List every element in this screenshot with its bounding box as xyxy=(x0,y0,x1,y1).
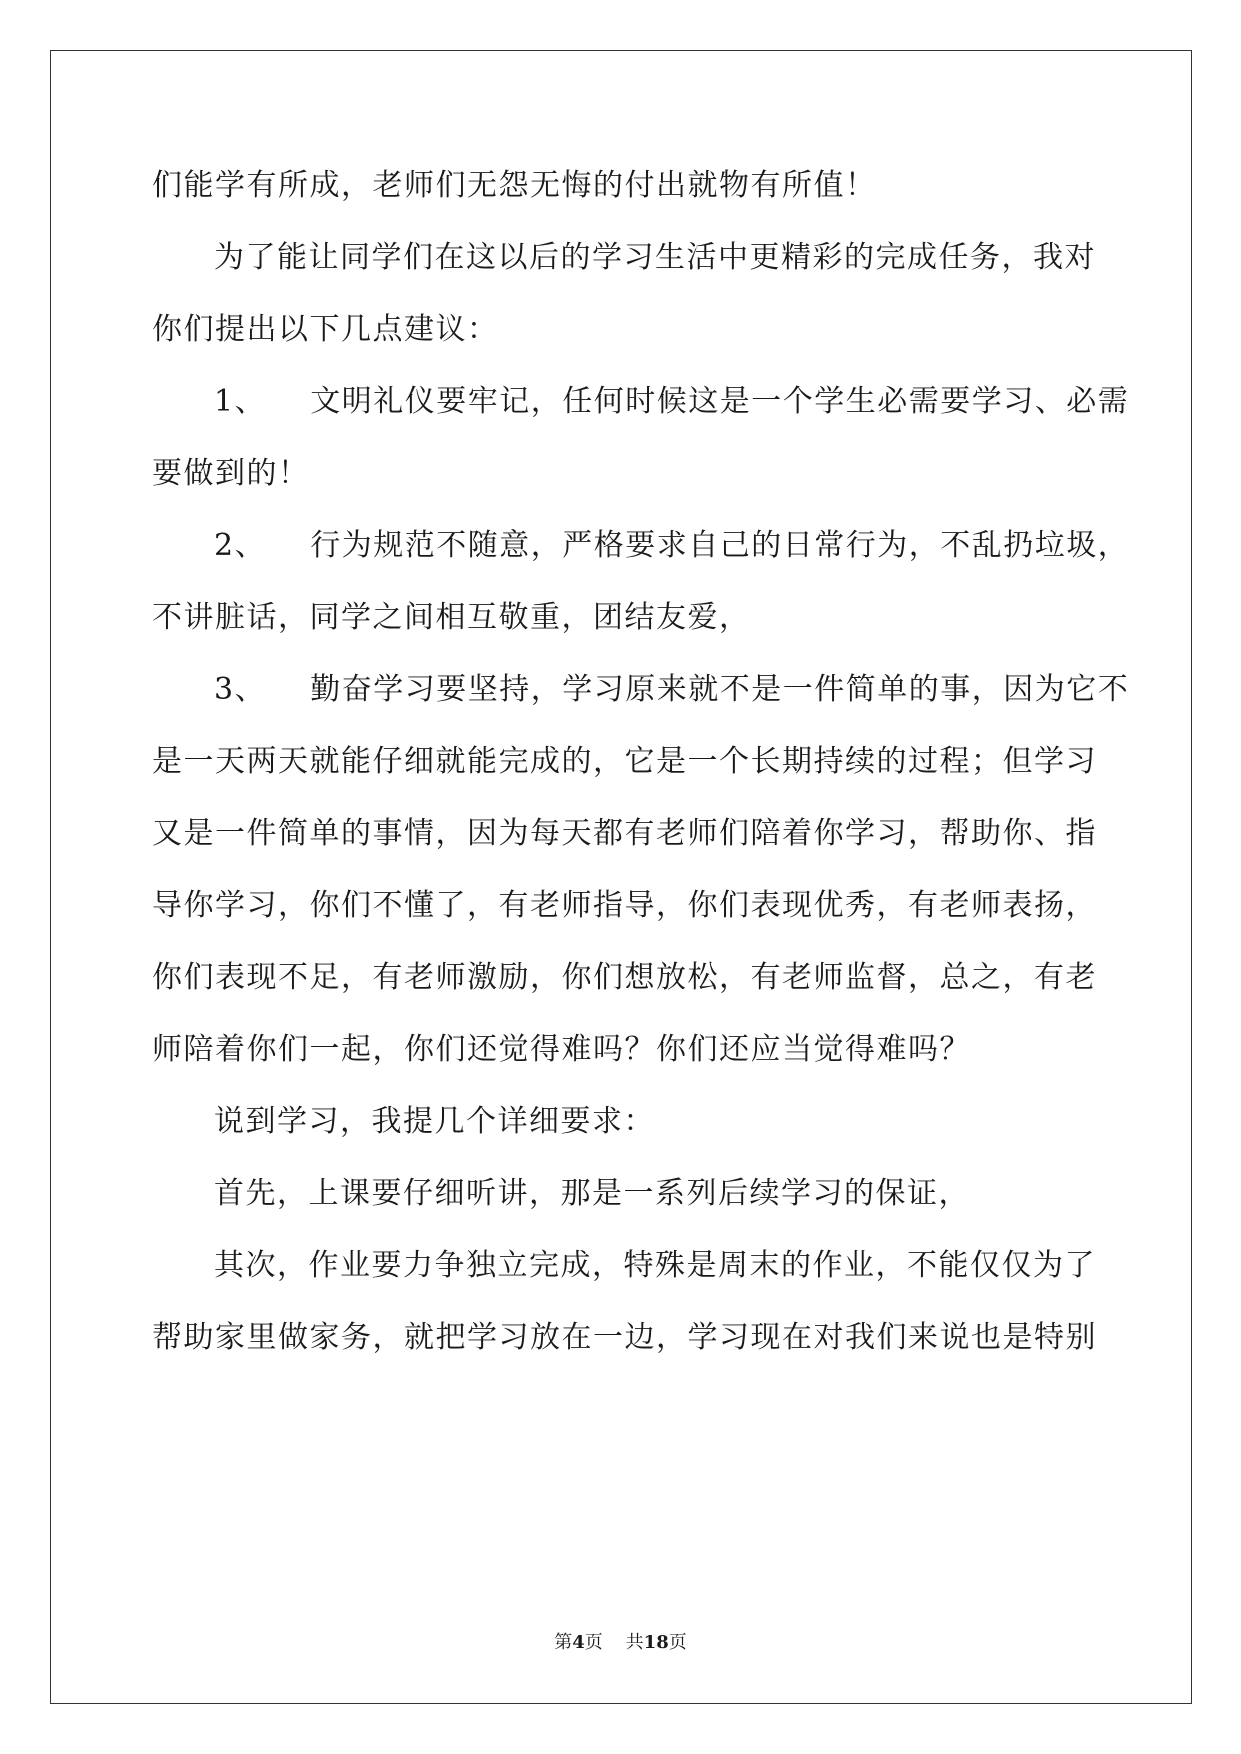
text-line: 其次，作业要力争独立完成，特殊是周末的作业，不能仅仅为了 xyxy=(214,1248,1096,1283)
list-item-3: 3、 勤奋学习要坚持，学习原来就不是一件简单的事，因为它不 xyxy=(214,672,1130,707)
text-line: 首先，上课要仔细听讲，那是一系列后续学习的保证， xyxy=(214,1176,970,1211)
current-page-number: 4 xyxy=(572,1632,585,1653)
footer-total-suffix: 页 xyxy=(668,1632,687,1653)
text-line: 你们表现不足，有老师激励，你们想放松，有老师监督，总之，有老 xyxy=(152,960,1097,995)
total-pages-number: 18 xyxy=(643,1632,669,1653)
text-line: 师陪着你们一起，你们还觉得难吗？你们还应当觉得难吗？ xyxy=(152,1032,971,1067)
text-line: 不讲脏话，同学之间相互敬重，团结友爱， xyxy=(152,600,751,635)
footer-prefix: 第 xyxy=(554,1632,573,1653)
list-item-1: 1、 文明礼仪要牢记，任何时候这是一个学生必需要学习、必需 xyxy=(214,384,1130,419)
text-line: 们能学有所成，老师们无怨无悔的付出就物有所值！ xyxy=(152,168,877,203)
list-item-2: 2、 行为规范不随意，严格要求自己的日常行为，不乱扔垃圾， xyxy=(214,528,1130,563)
page-frame xyxy=(50,50,1192,1704)
text-line: 又是一件简单的事情，因为每天都有老师们陪着你学习，帮助你、指 xyxy=(152,816,1097,851)
text-line: 导你学习，你们不懂了，有老师指导，你们表现优秀，有老师表扬， xyxy=(152,888,1097,923)
text-line: 是一天两天就能仔细就能完成的，它是一个长期持续的过程；但学习 xyxy=(152,744,1097,779)
page-footer xyxy=(0,1632,1241,1654)
text-line: 要做到的！ xyxy=(152,456,310,491)
text-line: 帮助家里做家务，就把学习放在一边，学习现在对我们来说也是特别 xyxy=(152,1320,1097,1355)
footer-total-prefix: 共 xyxy=(625,1632,644,1653)
text-line: 为了能让同学们在这以后的学习生活中更精彩的完成任务，我对 xyxy=(214,240,1096,275)
text-line: 你们提出以下几点建议： xyxy=(152,312,499,347)
text-line: 说到学习，我提几个详细要求： xyxy=(214,1104,655,1139)
footer-page-suffix: 页 xyxy=(584,1632,603,1653)
